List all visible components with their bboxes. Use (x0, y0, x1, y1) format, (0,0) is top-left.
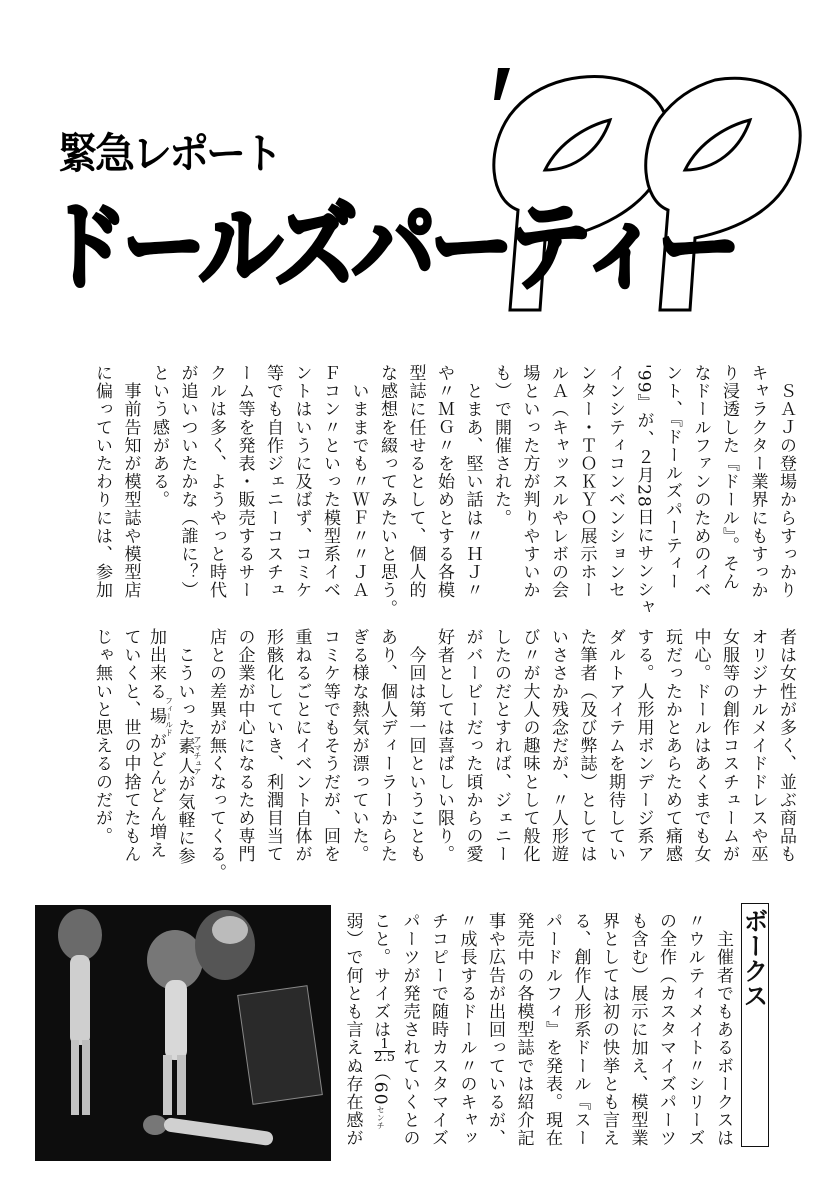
text-column: クルは多く、ようやっと時代 (206, 364, 226, 600)
text-column: チコピーで随時カスタマイズ (428, 912, 448, 1148)
text-column: も含む）展示に加え、模型業 (627, 912, 648, 1148)
ruby-field (146, 696, 174, 737)
dolls-photo-illustration (35, 905, 331, 1161)
text-column: 重ねるごとにイベント自体が (291, 628, 312, 864)
fraction-denominator: 2.5 (374, 1049, 395, 1065)
text-column: 主催者でもあるボークスは (713, 912, 733, 1148)
text-column: ーム等を発表・販売するサー (234, 364, 255, 600)
text-column: オリジナルメイドドレスや巫 (747, 628, 768, 864)
sidebar-heading: ボークス (741, 903, 769, 1147)
headline: ドールズパーティー (44, 190, 736, 304)
text-column: インシティコンベンションセ (605, 364, 625, 600)
text-column: ント、『ドールズパーティー (662, 364, 682, 591)
text-column-size (367, 912, 396, 1147)
text-column: じゃ無いと思えるのだが。 (92, 628, 112, 846)
text-column: 場といった方が判りやすいか (519, 364, 540, 600)
text-column: パードルフィ』を発表。現在 (542, 912, 562, 1148)
text-column: た筆者（及び弊誌）としては (576, 628, 597, 864)
ruby-base: 場 (146, 696, 166, 737)
article-top-block (88, 364, 801, 617)
text-column: 型誌に任せるとして、個人的 (405, 364, 426, 600)
text-column: 玩だったかとあらためて痛感 (662, 628, 682, 864)
dolls-photo (35, 905, 331, 1161)
text-column: ダルトアイテムを期待してい (605, 628, 625, 864)
text-column: キャラクター業界にもすっか (747, 364, 768, 600)
text-column: なドールファンのためのイベ (690, 364, 711, 600)
text-column: ぎる様な熱気が漂っていた。 (348, 628, 369, 864)
text-column: がバービーだった頃からの愛 (462, 628, 483, 864)
text-column: いささか残念だが、〃人形遊 (548, 628, 568, 864)
text-run: がどんどん増え (146, 732, 166, 860)
text-column: ていくと、世の中捨てたもん (120, 628, 141, 864)
text-column-ruby (173, 628, 202, 881)
text-column: ンター・ＴＯＫＹＯ展示ホー (576, 364, 597, 600)
text-column: 界としては初の快挙とも言え (599, 912, 619, 1148)
text-run: が気軽に参 (174, 774, 195, 866)
ruby-base: 素人 (174, 735, 195, 776)
sidebar-text-block (338, 912, 737, 1147)
text-column: 事前告知が模型誌や模型店 (120, 364, 141, 600)
article-middle-block (88, 628, 801, 881)
text-column: 女服等の創作コスチュームが (719, 628, 739, 864)
text-column: 事や広告が出回っているが、 (485, 912, 505, 1148)
text-column: コミケ等でもそうだが、回を (320, 628, 340, 864)
text-column: 店との差異が無くなってくる。 (206, 628, 226, 882)
text-column: したのだとすれば、ジェニー (491, 628, 511, 864)
text-column: いままでも〃ＷＦ〃〃ＪＡ (348, 364, 369, 600)
text-column: に偏っていたわりには、参加 (92, 364, 112, 600)
text-column: も）で開催された。 (491, 364, 511, 527)
text-column: 弱）で何とも言えぬ存在感が (342, 912, 363, 1148)
text-column: Ｆコン〃といった模型系イベ (320, 364, 340, 600)
text-column: する。人形用ボンデージ系ア (633, 628, 654, 864)
text-column: 中心。ドールはあくまでも女 (690, 628, 711, 864)
text-column: な感想を綴ってみたいと思う。 (377, 364, 397, 618)
text-column: あり、個人ディーラーからた (377, 628, 397, 864)
text-column: 等でも自作ジェニーコスチュ (263, 364, 283, 600)
ruby-amateur (174, 735, 202, 776)
text-column: 形骸化していき、利潤目当て (263, 628, 283, 864)
text-run: （60 (370, 1063, 391, 1106)
text-run: 加出来る (146, 628, 166, 701)
unit-label: センチ (376, 1105, 386, 1130)
text-column: 発売中の各模型誌では紹介記 (513, 912, 534, 1148)
fraction-numerator: 1 (374, 1039, 395, 1052)
text-column: る、創作人形系ドール『スー (570, 912, 591, 1148)
kicker-title: 緊急レポート (58, 130, 280, 179)
text-column: パーツが発売されていくとの (399, 912, 420, 1148)
text-column: という感がある。 (149, 364, 169, 509)
text-column-ruby (145, 628, 174, 881)
text-column: り浸透した『ドール』。そん (719, 364, 739, 591)
text-column: 者は女性が多く、並ぶ商品も (776, 628, 796, 864)
text-column: び〃が大人の趣味として般化 (519, 628, 540, 864)
text-column: の全作（カスタマイズパーツ (656, 912, 676, 1148)
scale-fraction (374, 1036, 395, 1065)
text-column: や〃ＭＧ〃を始めとする各模 (434, 364, 454, 600)
text-column: が追いついたかな（誰に？） (177, 364, 198, 600)
ruby-text: アマチュア (193, 735, 202, 776)
text-column: '99』が、２月28日にサンシャ (633, 364, 654, 617)
text-run: こと。サイズは (370, 912, 391, 1039)
text-column: 好者としては喜ばしい限り。 (434, 628, 454, 864)
text-run: こういった (174, 628, 195, 737)
text-column: の企業が中心になるため専門 (234, 628, 255, 864)
ruby-text: フィールド (164, 696, 174, 737)
text-column: 今回は第一回ということも (405, 628, 426, 864)
text-column: ＳＡＪの登場からすっかり (776, 364, 796, 600)
text-column: 〃成長するドール〃のキャッ (456, 912, 477, 1148)
text-column: とまあ、堅い話は〃ＨＪ〃 (462, 364, 483, 600)
text-column: ルＡ（キャッスルやレボの会 (548, 364, 568, 600)
text-column: ントはいうに及ばず、コミケ (291, 364, 312, 600)
text-column: 〃ウルティメイト〃シリーズ (684, 912, 705, 1148)
